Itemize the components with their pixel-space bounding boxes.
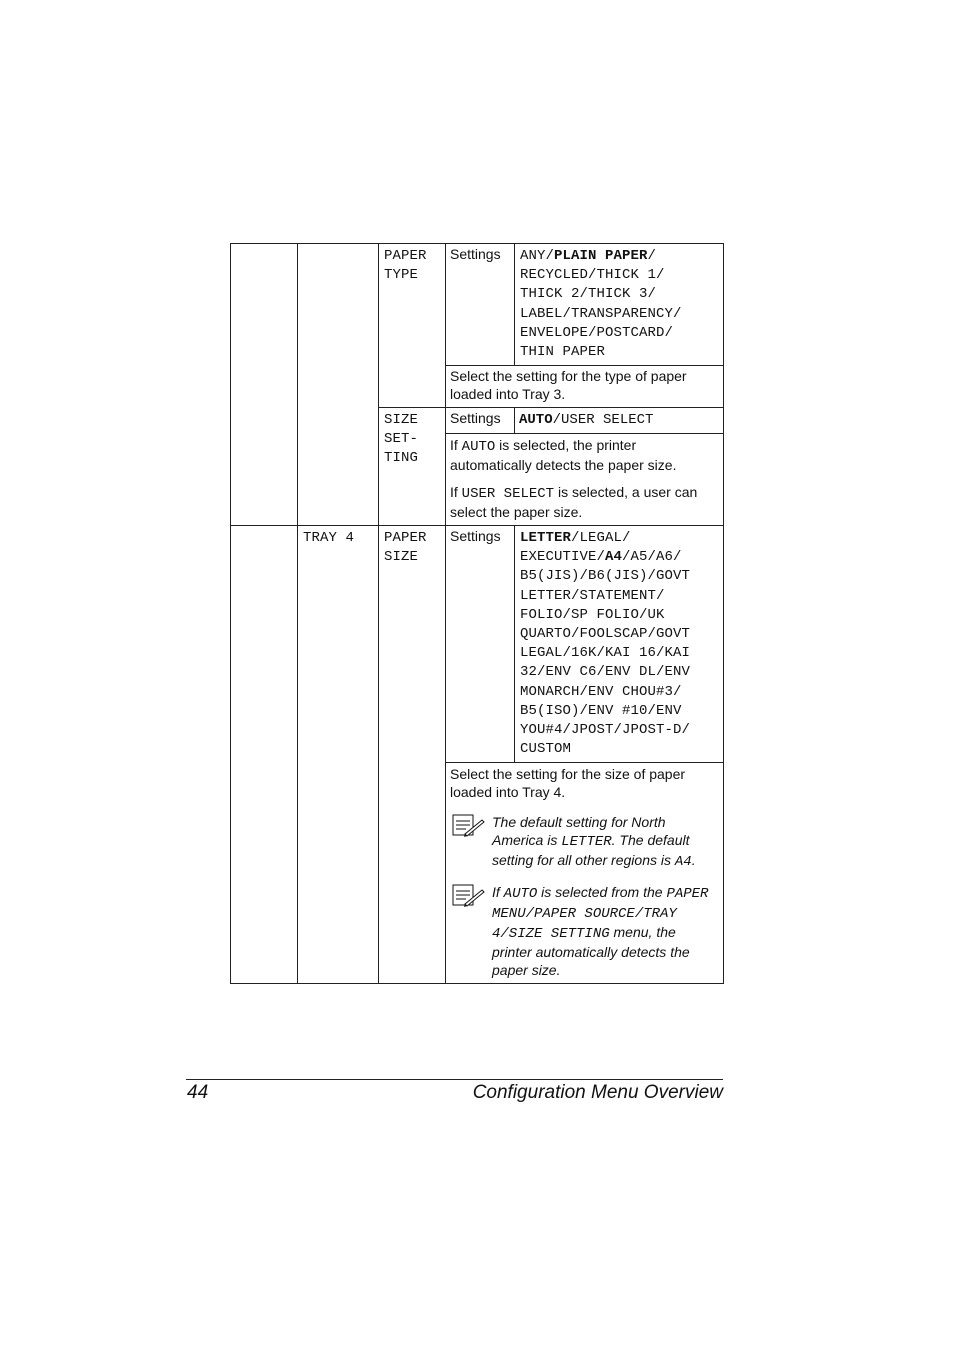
config-menu-table <box>230 243 724 984</box>
menu-level1-cell <box>231 526 298 984</box>
paper-type-item: PAPER TYPE <box>379 244 446 408</box>
tray4-paper-size-item: PAPER SIZE <box>379 526 446 984</box>
tray4-group: TRAY 4 <box>298 526 379 984</box>
menu-level2-cell <box>298 244 379 526</box>
size-setting-item: SIZE SET- TING <box>379 408 446 526</box>
footer-title: Configuration Menu Overview <box>472 1082 723 1103</box>
size-setting-options: AUTO/USER SELECT <box>515 408 724 434</box>
default-option: PLAIN PAPER <box>554 248 648 264</box>
footer-rule <box>186 1079 723 1080</box>
paper-type-description: Select the setting for the type of paper loaded into Tray 3. <box>446 366 724 408</box>
page-number: 44 <box>187 1082 209 1103</box>
tray4-paper-size-options: LETTER/LEGAL/ EXECUTIVE/A4/A5/A6/ B5(JIS)/B6(JIS)/GOVT LETTER/STATEMENT/ FOLIO/SP FOLIO/UK QUARTO/FOOLSCAP/GOVT LEGAL/16K/KAI 16/KAI 32/ENV C6/ENV DL/ENV MONARCH/ENV CHOU#3/ B5(ISO)/ENV #10/ENV YOU#4/JPOST/JPOST-D/ CUSTOM <box>515 526 724 763</box>
size-setting-desc-user: If USER SELECT is selected, a user can select the paper size. <box>450 484 698 520</box>
tray4-description: Select the setting for the size of paper loaded into Tray 4. The default setting for North America is LETTER. The default setting for all other regions is A4. If AUTO is selected from the PAPER MENU/PAPER SOURCE/TRAY 4/SIZE SETTING menu, the printer automatically detects the paper size. <box>446 763 724 984</box>
default-option: A4 <box>605 549 623 566</box>
note-pencil-icon <box>450 813 492 871</box>
size-setting-settings-label: Settings <box>446 408 515 434</box>
paper-type-settings-label: Settings <box>446 244 515 366</box>
menu-level1-cell <box>231 244 298 526</box>
paper-type-options: ANY/PLAIN PAPER/ RECYCLED/THICK 1/ THICK 2/THICK 3/ LABEL/TRANSPARENCY/ ENVELOPE/POSTCARD/ THIN PAPER <box>515 244 724 366</box>
size-setting-description <box>446 434 724 526</box>
tray4-settings-label: Settings <box>446 526 515 763</box>
note-auto-detect: If AUTO is selected from the PAPER MENU/PAPER SOURCE/TRAY 4/SIZE SETTING menu, the printer automatically detects the paper size. <box>450 883 719 979</box>
note-pencil-icon <box>450 883 492 979</box>
note-default-setting: The default setting for North America is LETTER. The default setting for all other regions is A4. <box>450 813 719 871</box>
size-setting-desc-auto: If AUTO is selected, the printer automatically detects the paper size. <box>450 437 677 473</box>
default-option: AUTO <box>519 412 553 428</box>
default-option: LETTER <box>520 530 572 546</box>
